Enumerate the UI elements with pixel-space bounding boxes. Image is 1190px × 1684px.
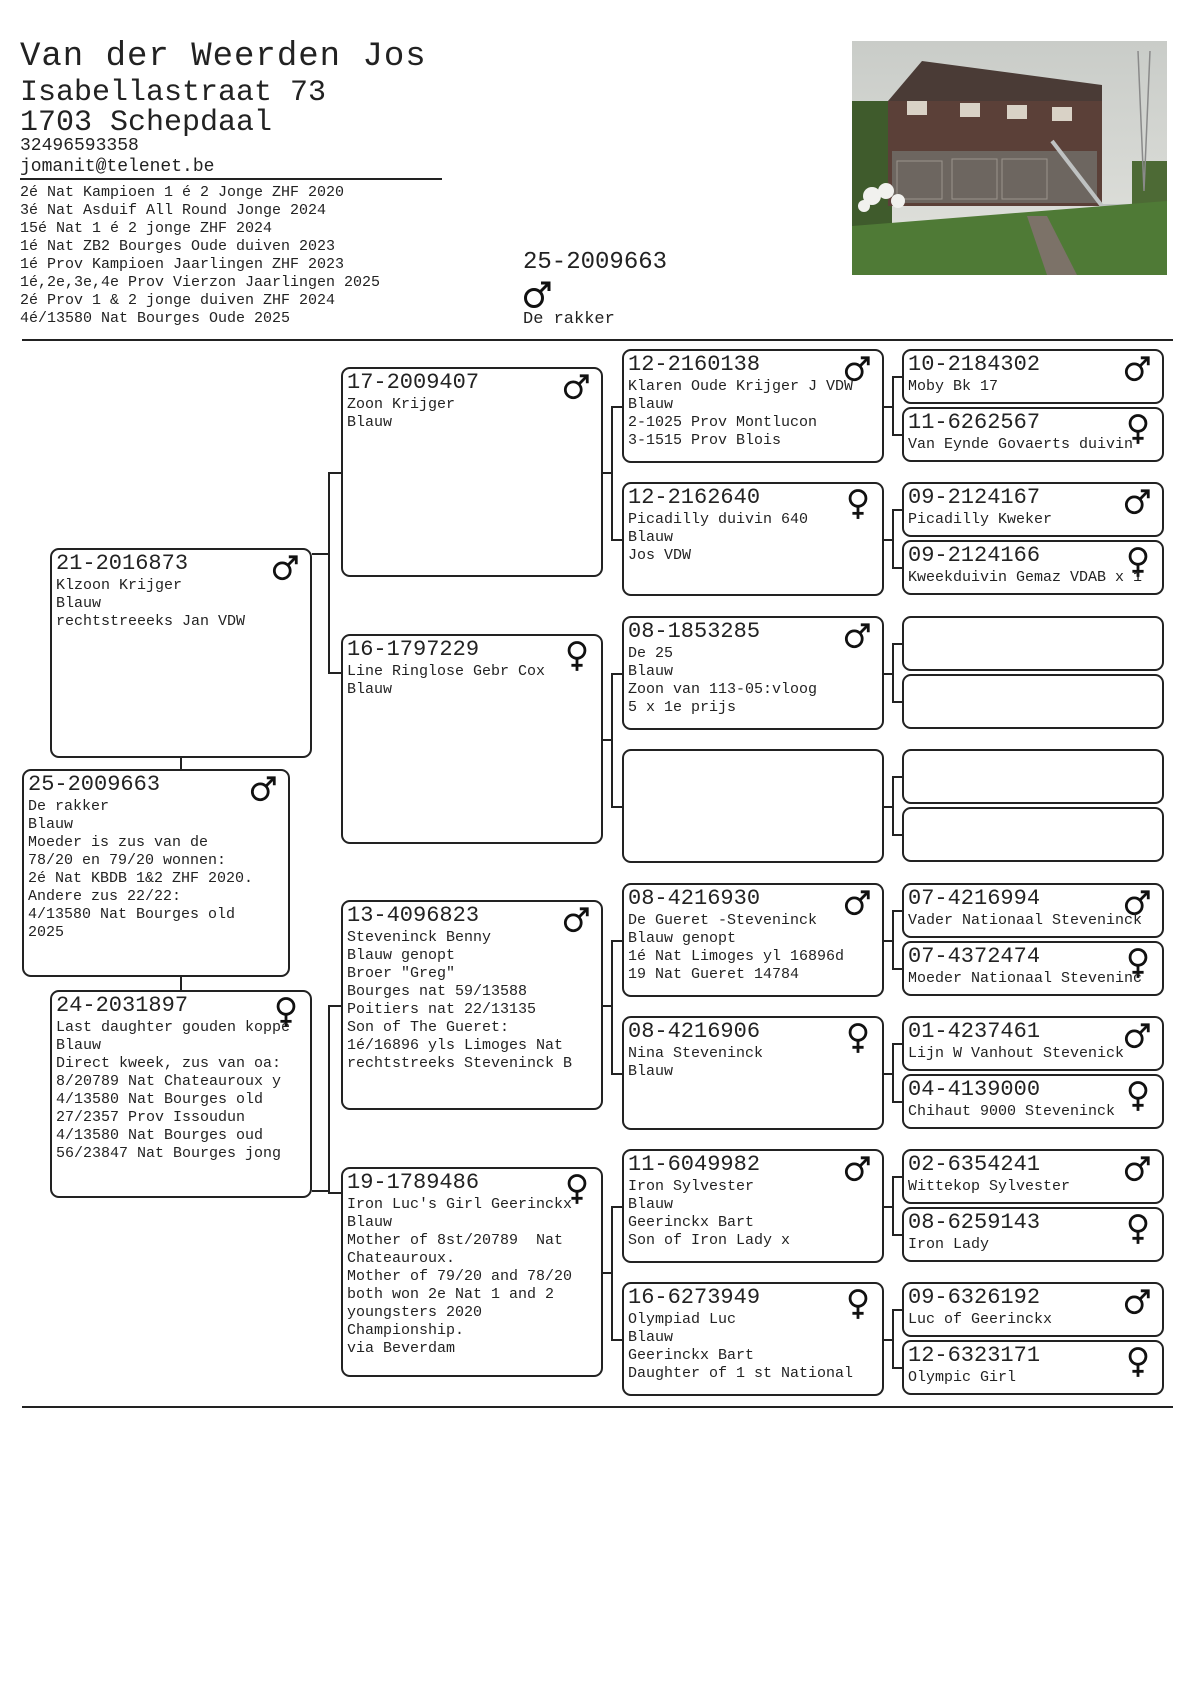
great-grandparent-box [622, 749, 884, 863]
great-grandparent-box [622, 349, 884, 463]
connector-line [611, 673, 622, 675]
detail-line: Mother of 8st/20789 Nat [347, 1232, 564, 1249]
detail-line: 2025 [28, 924, 65, 941]
ring-number: 08-4216906 [628, 1019, 761, 1044]
great-grandparent-box [622, 482, 884, 596]
detail-line: Blauw [347, 414, 393, 431]
great-grandparent-box [622, 1016, 884, 1130]
connector-line [892, 1101, 902, 1103]
detail-line: Iron Lady [908, 1236, 990, 1253]
grandparent-box [341, 367, 603, 577]
owner-name: Van der Weerden Jos [20, 38, 427, 76]
ring-number: 25-2009663 [28, 772, 161, 797]
achievement-item: 3é Nat Asduif All Round Jonge 2024 [20, 202, 327, 219]
connector-line [892, 1043, 894, 1103]
detail-line: Son of The Gueret: [347, 1019, 510, 1036]
great-great-grandparent-box [902, 540, 1164, 595]
detail-line: De Gueret -Steveninck [628, 912, 818, 929]
detail-line: Blauw [628, 1196, 674, 1213]
connector-line [892, 376, 894, 436]
ring-number: 11-6262567 [908, 410, 1041, 435]
connector-line [328, 672, 341, 674]
connector-line [884, 1339, 892, 1341]
connector-line [611, 1339, 622, 1341]
ring-number: 13-4096823 [347, 903, 480, 928]
connector-line [611, 673, 613, 808]
detail-line: Moeder Nationaal Steveninc [908, 970, 1143, 987]
detail-line: both won 2e Nat 1 and 2 [347, 1286, 555, 1303]
connector-line [312, 1190, 328, 1192]
detail-line: Olympiad Luc [628, 1311, 737, 1328]
ring-number: 21-2016873 [56, 551, 189, 576]
connector-line [892, 834, 902, 836]
great-great-grandparent-box [902, 1340, 1164, 1395]
connector-line [180, 977, 182, 990]
ring-number: 09-2124166 [908, 543, 1041, 568]
ring-number: 07-4372474 [908, 944, 1041, 969]
detail-line: Blauw [628, 1329, 674, 1346]
detail-line: Bourges nat 59/13588 [347, 983, 528, 1000]
connector-line [892, 776, 902, 778]
great-great-grandparent-box [902, 1074, 1164, 1129]
detail-line: Blauw [628, 663, 674, 680]
detail-line: 19 Nat Gueret 14784 [628, 966, 800, 983]
achievement-item: 15é Nat 1 é 2 jonge ZHF 2024 [20, 220, 273, 237]
owner-phone: 32496593358 [20, 136, 139, 156]
connector-line [892, 643, 902, 645]
connector-line [611, 940, 613, 1075]
ring-number: 11-6049982 [628, 1152, 761, 1177]
detail-line: Chihaut 9000 Steveninck [908, 1103, 1116, 1120]
detail-line: Line Ringlose Gebr Cox [347, 663, 546, 680]
great-great-grandparent-box [902, 1207, 1164, 1262]
grandparent-box [341, 900, 603, 1110]
detail-line: 5 x 1e prijs [628, 699, 737, 716]
connector-line [892, 434, 902, 436]
subject-box [22, 769, 290, 977]
detail-line: 2-1025 Prov Montlucon [628, 414, 818, 431]
connector-line [611, 539, 622, 541]
connector-line [884, 539, 892, 541]
connector-line [611, 806, 622, 808]
connector-line [884, 1073, 892, 1075]
detail-line: Moby Bk 17 [908, 378, 999, 395]
great-great-grandparent-box [902, 482, 1164, 537]
connector-line [884, 940, 892, 942]
ring-number: 01-4237461 [908, 1019, 1041, 1044]
detail-line: Blauw [347, 681, 393, 698]
ring-number: 04-4139000 [908, 1077, 1041, 1102]
connector-line [892, 643, 894, 703]
connector-line [892, 567, 902, 569]
detail-line: Picadilly duivin 640 [628, 511, 809, 528]
detail-line: via Beverdam [347, 1340, 456, 1357]
detail-line: Geerinckx Bart [628, 1347, 755, 1364]
ring-number: 16-1797229 [347, 637, 480, 662]
detail-line: 4/13580 Nat Bourges oud [56, 1127, 264, 1144]
detail-line: De rakker [28, 798, 110, 815]
ring-number: 24-2031897 [56, 993, 189, 1018]
detail-line: Last daughter gouden koppe [56, 1019, 291, 1036]
connector-line [611, 1073, 622, 1075]
connector-line [328, 472, 330, 672]
detail-line: Blauw [347, 1214, 393, 1231]
great-grandparent-box [622, 1149, 884, 1263]
detail-line: Kweekduivin Gemaz VDAB x 1 [908, 569, 1143, 586]
great-grandparent-box [622, 1282, 884, 1396]
detail-line: 4/13580 Nat Bourges old [56, 1091, 264, 1108]
connector-line [892, 776, 894, 836]
owner-city: 1703 Schepdaal [20, 106, 273, 140]
detail-line: Broer "Greg" [347, 965, 456, 982]
great-great-grandparent-box [902, 883, 1164, 938]
dam-box [50, 990, 312, 1198]
detail-line: 1é/16896 yls Limoges Nat [347, 1037, 564, 1054]
achievement-item: 1é Prov Kampioen Jaarlingen ZHF 2023 [20, 256, 345, 273]
owner-street: Isabellastraat 73 [20, 76, 327, 110]
detail-line: 4/13580 Nat Bourges old [28, 906, 236, 923]
ring-number: 17-2009407 [347, 370, 480, 395]
detail-line: Chateauroux. [347, 1250, 456, 1267]
connector-line [892, 1309, 894, 1369]
connector-line [328, 472, 341, 474]
detail-line: Blauw [628, 1063, 674, 1080]
ring-number: 02-6354241 [908, 1152, 1041, 1177]
achievement-item: 2é Prov 1 & 2 jonge duiven ZHF 2024 [20, 292, 336, 309]
connector-line [180, 758, 182, 769]
detail-line: Zoon van 113-05:vloog [628, 681, 818, 698]
grandparent-box [341, 634, 603, 844]
top-divider [22, 339, 1173, 341]
achievement-item: 4é/13580 Nat Bourges Oude 2025 [20, 310, 291, 327]
detail-line: 78/20 en 79/20 wonnen: [28, 852, 227, 869]
detail-line: Daughter of 1 st National [628, 1365, 854, 1382]
detail-line: Zoon Krijger [347, 396, 456, 413]
detail-line: Son of Iron Lady x [628, 1232, 791, 1249]
connector-line [892, 968, 902, 970]
detail-line: 3-1515 Prov Blois [628, 432, 782, 449]
detail-line: Poitiers nat 22/13135 [347, 1001, 537, 1018]
ring-number: 08-4216930 [628, 886, 761, 911]
connector-line [884, 806, 892, 808]
ring-number: 12-6323171 [908, 1343, 1041, 1368]
detail-line: Nina Steveninck [628, 1045, 764, 1062]
detail-line: Iron Sylvester [628, 1178, 755, 1195]
detail-line: Picadilly Kweker [908, 511, 1053, 528]
detail-line: rechtstreeeks Jan VDW [56, 613, 246, 630]
ring-number: 09-6326192 [908, 1285, 1041, 1310]
detail-line: Iron Luc's Girl Geerinckx [347, 1196, 573, 1213]
great-grandparent-box [622, 883, 884, 997]
detail-line: Luc of Geerinckx [908, 1311, 1053, 1328]
detail-line: Klaren Oude Krijger J VDW [628, 378, 854, 395]
connector-line [328, 1005, 341, 1007]
connector-line [892, 1176, 902, 1178]
connector-line [611, 1206, 622, 1208]
ring-number: 12-2160138 [628, 352, 761, 377]
loft-photo [852, 41, 1167, 275]
great-great-grandparent-box [902, 941, 1164, 996]
detail-line: Olympic Girl [908, 1369, 1017, 1386]
detail-line: Steveninck Benny [347, 929, 492, 946]
ring-number: 12-2162640 [628, 485, 761, 510]
connector-line [884, 673, 892, 675]
detail-line: Blauw genopt [628, 930, 737, 947]
connector-line [884, 406, 892, 408]
connector-line [892, 1043, 902, 1045]
great-great-grandparent-box [902, 674, 1164, 729]
detail-line: 27/2357 Prov Issoudun [56, 1109, 246, 1126]
great-great-grandparent-box [902, 407, 1164, 462]
connector-line [892, 1309, 902, 1311]
grandparent-box [341, 1167, 603, 1377]
detail-line: Blauw genopt [347, 947, 456, 964]
detail-line: Blauw [628, 396, 674, 413]
connector-line [892, 1367, 902, 1369]
great-great-grandparent-box [902, 1016, 1164, 1071]
owner-email[interactable]: jomanit@telenet.be [20, 157, 215, 177]
ring-number: 16-6273949 [628, 1285, 761, 1310]
connector-line [884, 1206, 892, 1208]
detail-line: De 25 [628, 645, 674, 662]
detail-line: 56/23847 Nat Bourges jong [56, 1145, 282, 1162]
great-great-grandparent-box [902, 749, 1164, 804]
connector-line [611, 406, 622, 408]
detail-line: Moeder is zus van de [28, 834, 209, 851]
connector-line [611, 1206, 613, 1341]
connector-line [892, 910, 894, 970]
subject-name: De rakker [523, 310, 615, 329]
detail-line: 8/20789 Nat Chateauroux y [56, 1073, 282, 1090]
detail-line: Wittekop Sylvester [908, 1178, 1071, 1195]
detail-line: Lijn W Vanhout Stevenick [908, 1045, 1125, 1062]
connector-line [611, 406, 613, 541]
connector-line [328, 1192, 341, 1194]
great-great-grandparent-box [902, 1149, 1164, 1204]
header-underline [20, 178, 442, 180]
sire-box [50, 548, 312, 758]
detail-line: Geerinckx Bart [628, 1214, 755, 1231]
detail-line: Blauw [56, 1037, 102, 1054]
achievement-item: 1é,2e,3e,4e Prov Vierzon Jaarlingen 2025 [20, 274, 381, 291]
connector-line [328, 1005, 330, 1194]
detail-line: Blauw [28, 816, 74, 833]
detail-line: youngsters 2020 [347, 1304, 483, 1321]
subject-ring: 25-2009663 [523, 249, 668, 276]
bottom-divider [22, 1406, 1173, 1408]
great-great-grandparent-box [902, 349, 1164, 404]
great-grandparent-box [622, 616, 884, 730]
detail-line: Blauw [628, 529, 674, 546]
detail-line: Van Eynde Govaerts duivin [908, 436, 1134, 453]
detail-line: 2é Nat KBDB 1&2 ZHF 2020. [28, 870, 254, 887]
connector-line [892, 1234, 902, 1236]
connector-line [603, 1005, 611, 1007]
ring-number: 19-1789486 [347, 1170, 480, 1195]
great-great-grandparent-box [902, 616, 1164, 671]
connector-line [603, 472, 611, 474]
ring-number: 10-2184302 [908, 352, 1041, 377]
detail-line: Mother of 79/20 and 78/20 [347, 1268, 573, 1285]
detail-line: Andere zus 22/22: [28, 888, 182, 905]
connector-line [892, 1176, 894, 1236]
detail-line: Championship. [347, 1322, 465, 1339]
achievement-item: 2é Nat Kampioen 1 é 2 Jonge ZHF 2020 [20, 184, 345, 201]
detail-line: Vader Nationaal Steveninck [908, 912, 1143, 929]
connector-line [603, 1272, 611, 1274]
ring-number: 08-1853285 [628, 619, 761, 644]
connector-line [892, 509, 894, 569]
ring-number: 08-6259143 [908, 1210, 1041, 1235]
connector-line [892, 910, 902, 912]
connector-line [892, 376, 902, 378]
achievement-item: 1é Nat ZB2 Bourges Oude duiven 2023 [20, 238, 336, 255]
connector-line [603, 739, 611, 741]
connector-line [892, 701, 902, 703]
detail-line: 1é Nat Limoges yl 16896d [628, 948, 845, 965]
great-great-grandparent-box [902, 1282, 1164, 1337]
detail-line: Klzoon Krijger [56, 577, 183, 594]
connector-line [892, 509, 902, 511]
connector-line [611, 940, 622, 942]
detail-line: Direct kweek, zus van oa: [56, 1055, 282, 1072]
great-great-grandparent-box [902, 807, 1164, 862]
ring-number: 07-4216994 [908, 886, 1041, 911]
ring-number: 09-2124167 [908, 485, 1041, 510]
detail-line: rechtstreeks Steveninck B [347, 1055, 573, 1072]
detail-line: Jos VDW [628, 547, 692, 564]
connector-line [312, 553, 328, 555]
detail-line: Blauw [56, 595, 102, 612]
